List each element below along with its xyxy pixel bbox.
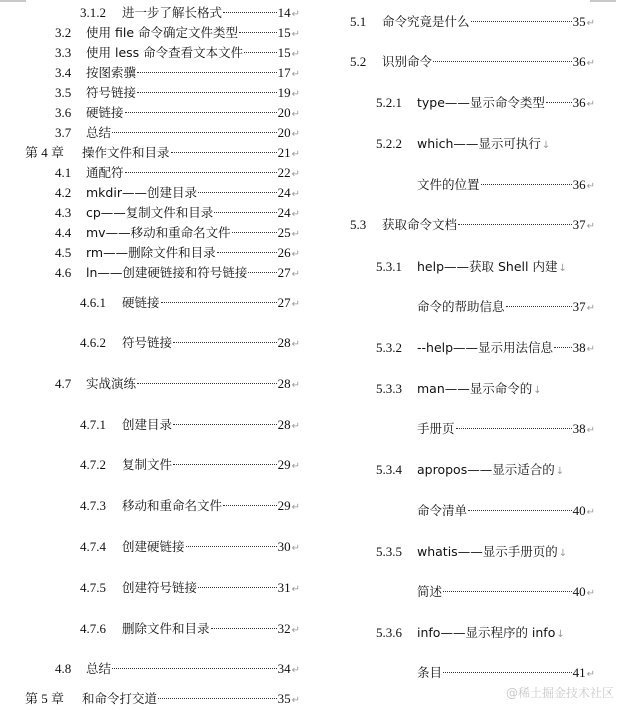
paragraph-mark-icon: ↵ [586, 344, 595, 355]
toc-entry-number: 5.2.2 [376, 136, 402, 151]
toc-entry-page: 25 [277, 225, 291, 240]
dot-leader [211, 628, 277, 629]
toc-entry-title: 命令的帮助信息 [417, 299, 505, 314]
toc-entry-title: info——显示程序的 info [417, 625, 556, 640]
toc-entry[interactable] [55, 224, 300, 242]
toc-entry-page: 37 [572, 217, 586, 232]
dot-leader [554, 347, 572, 348]
toc-entry[interactable] [55, 184, 300, 202]
toc-entry[interactable] [376, 624, 565, 642]
paragraph-mark-icon: ↵ [291, 543, 300, 554]
toc-entry-page: 38 [572, 421, 586, 436]
dot-leader [458, 224, 572, 225]
paragraph-mark-icon: ↵ [586, 588, 595, 599]
toc-entry[interactable] [350, 216, 595, 234]
toc-entry[interactable] [80, 334, 300, 352]
paragraph-mark-icon: ↵ [586, 507, 595, 518]
paragraph-mark-icon: ↵ [586, 58, 595, 69]
toc-entry-number: 4.7.2 [80, 457, 106, 472]
dot-leader [161, 302, 277, 303]
toc-entry-number: 4.4 [55, 225, 72, 240]
dot-leader [198, 587, 277, 588]
toc-entry-title: 操作文件和目录 [82, 145, 170, 160]
toc-entry[interactable] [417, 176, 595, 194]
toc-entry-number: 5.3.2 [376, 340, 402, 355]
toc-entry-number: 第 5 章 [25, 691, 65, 706]
dot-leader [433, 61, 572, 62]
toc-entry[interactable] [417, 664, 595, 682]
dot-leader [443, 672, 572, 673]
toc-entry-page: 35 [572, 14, 586, 29]
toc-entry-title: whatis——显示手册页的 [417, 544, 558, 559]
toc-entry-title: which——显示可执行 [417, 136, 541, 151]
toc-entry-title: man——显示命令的 [417, 381, 533, 396]
toc-entry-number: 4.6.2 [80, 335, 106, 350]
toc-entry[interactable] [80, 4, 300, 22]
line-break-mark-icon: ↓ [558, 263, 567, 274]
toc-entry-page: 26 [277, 245, 291, 260]
line-break-mark-icon: ↓ [555, 466, 565, 477]
toc-entry-number: 4.7.1 [80, 417, 106, 432]
toc-entry-title: 使用 less 命令查看文本文件 [86, 45, 244, 60]
toc-entry-page: 35 [277, 691, 291, 706]
paragraph-mark-icon: ↵ [291, 229, 300, 240]
toc-entry-page: 27 [277, 295, 291, 310]
toc-entry-number: 3.3 [55, 45, 72, 60]
toc-entry[interactable] [376, 543, 567, 561]
paragraph-mark-icon: ↵ [291, 421, 300, 432]
toc-entry-title: 移动和重命名文件 [122, 498, 223, 513]
paragraph-mark-icon: ↵ [586, 181, 595, 192]
toc-entry-number: 3.1.2 [80, 5, 106, 20]
toc-entry-page: 24 [277, 205, 291, 220]
toc-entry-page: 20 [277, 105, 291, 120]
toc-entry-title: 文件的位置 [417, 177, 480, 192]
line-break-mark-icon: ↓ [556, 629, 565, 640]
toc-entry-title: 进一步了解长格式 [122, 5, 223, 20]
toc-entry-page: 14 [277, 5, 291, 20]
toc-entry-title: 总结 [86, 661, 112, 676]
paragraph-mark-icon: ↵ [291, 109, 300, 120]
toc-entry-number: 3.6 [55, 105, 72, 120]
toc-entry-title: type——显示命令类型 [417, 95, 545, 110]
toc-entry[interactable] [376, 135, 550, 153]
toc-entry-page: 34 [277, 661, 291, 676]
toc-entry-number: 4.7.4 [80, 539, 106, 554]
toc-entry-number: 5.2 [350, 54, 367, 69]
toc-entry[interactable] [80, 579, 300, 597]
toc-entry-title: ln——创建硬链接和符号链接 [86, 265, 248, 280]
toc-entry[interactable] [55, 64, 300, 82]
watermark: @稀土掘金技术社区 [505, 686, 614, 700]
paragraph-mark-icon: ↵ [291, 665, 300, 676]
toc-entry-title: 通配符 [86, 165, 124, 180]
dot-leader [546, 102, 572, 103]
toc-entry[interactable] [55, 164, 300, 182]
toc-entry-page: 27 [277, 265, 291, 280]
toc-entry[interactable] [417, 420, 595, 438]
toc-entry-title: 符号链接 [86, 85, 137, 100]
toc-entry-number: 4.8 [55, 661, 72, 676]
toc-entry-page: 20 [277, 125, 291, 140]
line-break-mark-icon: ↓ [558, 548, 568, 559]
toc-entry-page: 24 [277, 185, 291, 200]
toc-entry-page: 36 [572, 177, 586, 192]
toc-entry[interactable] [55, 24, 300, 42]
toc-entry-number: 5.3.6 [376, 625, 402, 640]
toc-entry-page: 28 [277, 417, 291, 432]
page-corner-mark-left [0, 0, 26, 2]
paragraph-mark-icon: ↵ [291, 209, 300, 220]
paragraph-mark-icon: ↵ [291, 149, 300, 160]
toc-entry-page: 40 [572, 584, 586, 599]
toc-entry-page: 36 [572, 54, 586, 69]
toc-entry-title: rm——删除文件和目录 [86, 245, 216, 260]
toc-entry-title: help——获取 Shell 内建 [417, 259, 558, 274]
toc-entry-number: 第 4 章 [25, 145, 65, 160]
toc-entry-title: 和命令打交道 [82, 691, 158, 706]
toc-entry-page: 38 [572, 340, 586, 355]
toc-entry-number: 4.7.3 [80, 498, 106, 513]
paragraph-mark-icon: ↵ [291, 625, 300, 636]
paragraph-mark-icon: ↵ [291, 69, 300, 80]
toc-entry-title: 简述 [417, 584, 443, 599]
paragraph-mark-icon: ↵ [586, 99, 595, 110]
toc-entry-page: 40 [572, 503, 586, 518]
toc-entry[interactable] [55, 204, 300, 222]
paragraph-mark-icon: ↵ [291, 49, 300, 60]
dot-leader [506, 306, 572, 307]
toc-entry-number: 4.6 [55, 265, 72, 280]
toc-entry-number: 3.7 [55, 125, 72, 140]
toc-entry[interactable] [55, 104, 300, 122]
toc-entry-title: 命令清单 [417, 503, 468, 518]
page-corner-mark-right [590, 0, 616, 2]
dot-leader [173, 342, 277, 343]
paragraph-mark-icon: ↵ [291, 299, 300, 310]
toc-entry[interactable] [80, 416, 300, 434]
toc-entry[interactable] [25, 144, 300, 162]
toc-entry-page: 29 [277, 498, 291, 513]
dot-leader [186, 546, 277, 547]
paragraph-mark-icon: ↵ [291, 29, 300, 40]
toc-entry-page: 19 [277, 85, 291, 100]
toc-entry-page: 28 [277, 335, 291, 350]
toc-entry[interactable] [55, 244, 300, 262]
toc-entry-title: 创建目录 [122, 417, 173, 432]
dot-leader [137, 92, 277, 93]
dot-leader [171, 152, 277, 153]
toc-entry-number: 4.7.6 [80, 621, 106, 636]
dot-leader [239, 32, 277, 33]
toc-entry-title: 条目 [417, 665, 443, 680]
paragraph-mark-icon: ↵ [291, 269, 300, 280]
toc-entry[interactable] [80, 294, 300, 312]
toc-entry[interactable] [55, 660, 300, 678]
toc-entry-title: cp——复制文件和目录 [86, 205, 214, 220]
toc-entry-title: apropos——显示适合的 [417, 462, 555, 477]
paragraph-mark-icon: ↵ [291, 380, 300, 391]
dot-leader [443, 591, 572, 592]
toc-entry[interactable] [417, 502, 595, 520]
toc-entry-page: 15 [277, 45, 291, 60]
toc-entry-number: 3.5 [55, 85, 72, 100]
toc-entry-page: 32 [277, 621, 291, 636]
paragraph-mark-icon: ↵ [586, 303, 595, 314]
toc-entry-title: 实战演练 [86, 376, 137, 391]
dot-leader [481, 184, 572, 185]
paragraph-mark-icon: ↵ [291, 129, 300, 140]
toc-entry-title: 按图索骥 [86, 65, 137, 80]
toc-entry-page: 36 [572, 95, 586, 110]
paragraph-mark-icon: ↵ [291, 189, 300, 200]
toc-entry-title: mkdir——创建目录 [86, 185, 197, 200]
toc-entry[interactable] [55, 124, 300, 142]
toc-entry-number: 3.4 [55, 65, 72, 80]
toc-entry-number: 4.7.5 [80, 580, 106, 595]
toc-entry-title: 硬链接 [86, 105, 124, 120]
dot-leader [223, 12, 277, 13]
paragraph-mark-icon: ↵ [291, 461, 300, 472]
toc-entry[interactable] [55, 84, 300, 102]
toc-entry-title: 创建硬链接 [122, 539, 185, 554]
dot-leader [137, 72, 277, 73]
toc-entry-number: 5.3.3 [376, 381, 402, 396]
toc-entry-title: 使用 file 命令确定文件类型 [86, 25, 238, 40]
dot-leader [125, 112, 277, 113]
paragraph-mark-icon: ↵ [586, 18, 595, 29]
dot-leader [223, 505, 277, 506]
toc-entry[interactable] [376, 94, 595, 112]
toc-entry-number: 5.3 [350, 217, 367, 232]
toc-entry-number: 4.2 [55, 185, 72, 200]
paragraph-mark-icon: ↵ [291, 339, 300, 350]
toc-entry-number: 5.3.5 [376, 544, 402, 559]
toc-entry[interactable] [376, 380, 542, 398]
toc-entry[interactable] [417, 583, 595, 601]
toc-entry-title: --help——显示用法信息 [417, 340, 554, 355]
toc-entry-title: 获取命令文档 [382, 217, 458, 232]
toc-entry[interactable] [417, 298, 595, 316]
paragraph-mark-icon: ↵ [291, 249, 300, 260]
toc-entry-title: 手册页 [417, 421, 455, 436]
toc-entry-number: 4.1 [55, 165, 72, 180]
toc-entry[interactable] [376, 258, 567, 276]
dot-leader [158, 698, 277, 699]
line-break-mark-icon: ↓ [541, 140, 551, 151]
toc-entry-title: 硬链接 [122, 295, 160, 310]
toc-entry[interactable] [376, 339, 595, 357]
toc-entry-page: 29 [277, 457, 291, 472]
toc-entry-title: 复制文件 [122, 457, 173, 472]
dot-leader [214, 212, 276, 213]
toc-entry-page: 41 [572, 665, 586, 680]
dot-leader [248, 272, 276, 273]
toc-entry[interactable] [55, 44, 300, 62]
toc-entry-number: 5.3.4 [376, 462, 402, 477]
toc-entry-title: 识别命令 [382, 54, 433, 69]
dot-leader [112, 668, 277, 669]
toc-entry-page: 21 [277, 145, 291, 160]
toc-entry-number: 4.5 [55, 245, 72, 260]
dot-leader [137, 383, 277, 384]
toc-entry[interactable] [350, 53, 595, 71]
toc-entry-page: 17 [277, 65, 291, 80]
line-break-mark-icon: ↓ [533, 385, 542, 396]
toc-entry-page: 22 [277, 165, 291, 180]
toc-entry-title: 符号链接 [122, 335, 173, 350]
toc-entry[interactable] [55, 375, 300, 393]
paragraph-mark-icon: ↵ [586, 669, 595, 680]
paragraph-mark-icon: ↵ [291, 169, 300, 180]
toc-entry-title: 命令究竟是什么 [382, 14, 470, 29]
paragraph-mark-icon: ↵ [291, 9, 300, 20]
toc-entry-page: 31 [277, 580, 291, 595]
toc-entry-title: 总结 [86, 125, 112, 140]
toc-entry-number: 3.2 [55, 25, 72, 40]
dot-leader [471, 21, 572, 22]
toc-entry-number: 5.1 [350, 14, 367, 29]
dot-leader [232, 232, 277, 233]
dot-leader [125, 172, 277, 173]
toc-entry-number: 5.3.1 [376, 259, 402, 274]
dot-leader [217, 252, 277, 253]
toc-entry-page: 28 [277, 376, 291, 391]
toc-entry-number: 4.6.1 [80, 295, 106, 310]
toc-entry-number: 4.3 [55, 205, 72, 220]
toc-entry-title: 删除文件和目录 [122, 621, 210, 636]
toc-entry-number: 5.2.1 [376, 95, 402, 110]
toc-entry-title: 创建符号链接 [122, 580, 198, 595]
dot-leader [173, 424, 277, 425]
paragraph-mark-icon: ↵ [586, 221, 595, 232]
dot-leader [244, 52, 276, 53]
toc-entry[interactable] [55, 264, 300, 282]
paragraph-mark-icon: ↵ [291, 89, 300, 100]
paragraph-mark-icon: ↵ [291, 584, 300, 595]
toc-entry[interactable] [80, 620, 300, 638]
paragraph-mark-icon: ↵ [291, 502, 300, 513]
toc-entry[interactable] [350, 13, 595, 31]
paragraph-mark-icon: ↵ [291, 695, 300, 706]
dot-leader [112, 132, 277, 133]
dot-leader [456, 428, 572, 429]
toc-entry-number: 4.7 [55, 376, 72, 391]
toc-entry[interactable] [25, 690, 300, 708]
toc-entry[interactable] [80, 538, 300, 556]
toc-entry[interactable] [376, 461, 564, 479]
toc-entry[interactable] [80, 456, 300, 474]
dot-leader [198, 192, 277, 193]
toc-entry-page: 37 [572, 299, 586, 314]
toc-entry[interactable] [80, 497, 300, 515]
toc-entry-title: mv——移动和重命名文件 [86, 225, 231, 240]
paragraph-mark-icon: ↵ [586, 425, 595, 436]
toc-entry-page: 30 [277, 539, 291, 554]
toc-entry-page: 15 [277, 25, 291, 40]
dot-leader [173, 464, 277, 465]
dot-leader [468, 510, 572, 511]
